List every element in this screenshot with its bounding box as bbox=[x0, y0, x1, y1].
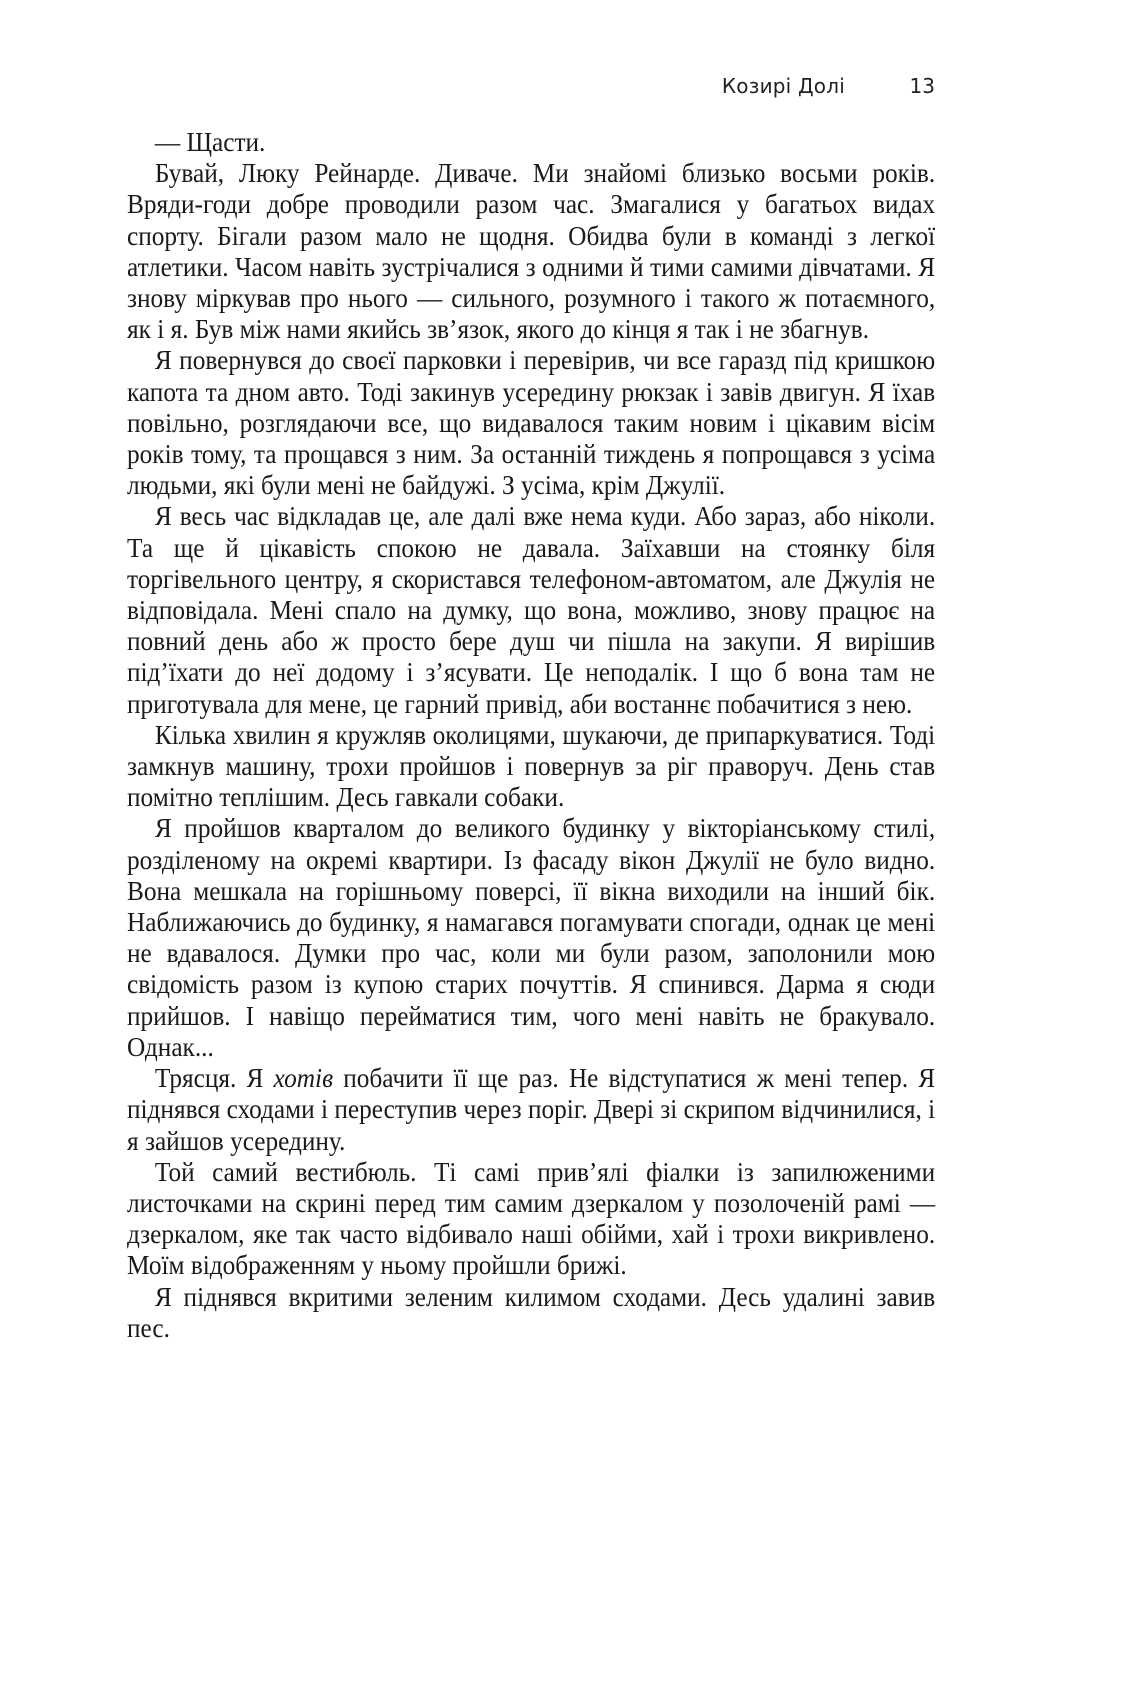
paragraph: Той самий вестибюль. Ті самі прив’ялі фіалки із запилюженими листочками на скрині перед тим самим дзеркалом у позолоченій рамі — дзеркалом, яке так часто відбивало наші обійми, хай і трохи викривлено. Моїм відображенням у ньому пройшли брижі. bbox=[127, 1156, 936, 1281]
paragraph: Бувай, Люку Рейнарде. Диваче. Ми знайомі близько восьми років. Вряди-годи добре проводили разом час. Змагалися у багатьох видах спорту. Бігали разом мало не щодня. Обидва були в команді з легкої атлетики. Часом навіть зустрічалися з одними й тими самими дівчатами. Я знову міркував про нього — сильного, розумного і такого ж потаємного, як і я. Був між нами якийсь зв’язок, якого до кінця я так і не збагнув. bbox=[127, 158, 936, 345]
body-text bbox=[127, 127, 935, 1344]
paragraph: Я повернувся до своєї парковки і перевірив, чи все гаразд під кришкою капота та дном авто. Тоді закинув усередину рюкзак і завів двигун. Я їхав повільно, розглядаючи все, що видавалося таким новим і цікавим вісім років тому, та прощався з ним. За останній тиждень я попрощався з усіма людьми, які були мені не байдужі. З усіма, крім Джулії. bbox=[127, 345, 936, 501]
paragraph-text: Трясця. Я bbox=[154, 1063, 274, 1094]
paragraph bbox=[127, 1063, 935, 1157]
paragraph: Я піднявся вкритими зеленим килимом сходами. Десь удалині завив пес. bbox=[127, 1281, 936, 1343]
paragraph: Я пройшов кварталом до великого будинку у вікторіанському стилі, розділеному на окремі квартири. Із фасаду вікон Джулії не було видно. Вона мешкала на горішньому поверсі, її вікна виходили на інший бік. Наближаючись до будинку, я намагався погамувати спогади, однак це мені не вдавалося. Думки про час, коли ми були разом, заполонили мою свідомість разом із купою старих почуттів. Я спинився. Дарма я сюди прийшов. І навіщо перейматися тим, чого мені навіть не бракувало. Однак... bbox=[127, 813, 936, 1062]
page-number: 13 bbox=[909, 74, 935, 98]
emphasized-word: хотів bbox=[273, 1063, 334, 1094]
paragraph: — Щасти. bbox=[154, 127, 266, 157]
running-title: Козирі Долі bbox=[721, 74, 845, 98]
running-header bbox=[127, 74, 935, 104]
paragraph: Кілька хвилин я кружляв околицями, шукаючи, де припаркуватися. Тоді замкнув машину, трохи пройшов і повернув за ріг праворуч. День став помітно теплішим. Десь гавкали собаки. bbox=[127, 719, 936, 813]
paragraph-text: побачити її ще раз. Не відступатися ж мені тепер. Я піднявся сходами і переступив через поріг. Двері зі скрипом відчинилися, і я зайшов усередину. bbox=[127, 1063, 936, 1156]
paragraph: Я весь час відкладав це, але далі вже нема куди. Або зараз, або ніколи. Та ще й цікавість спокою не давала. Заїхавши на стоянку біля торгівельного центру, я скористався телефоном-автоматом, але Джулія не відповідала. Мені спало на думку, що вона, можливо, знову працює на повний день або ж просто бере душ чи пішла на закупи. Я вирішив під’їхати до неї додому і з’ясувати. Це неподалік. І що б вона там не приготувала для мене, це гарний привід, аби востаннє побачитися з нею. bbox=[127, 501, 936, 719]
